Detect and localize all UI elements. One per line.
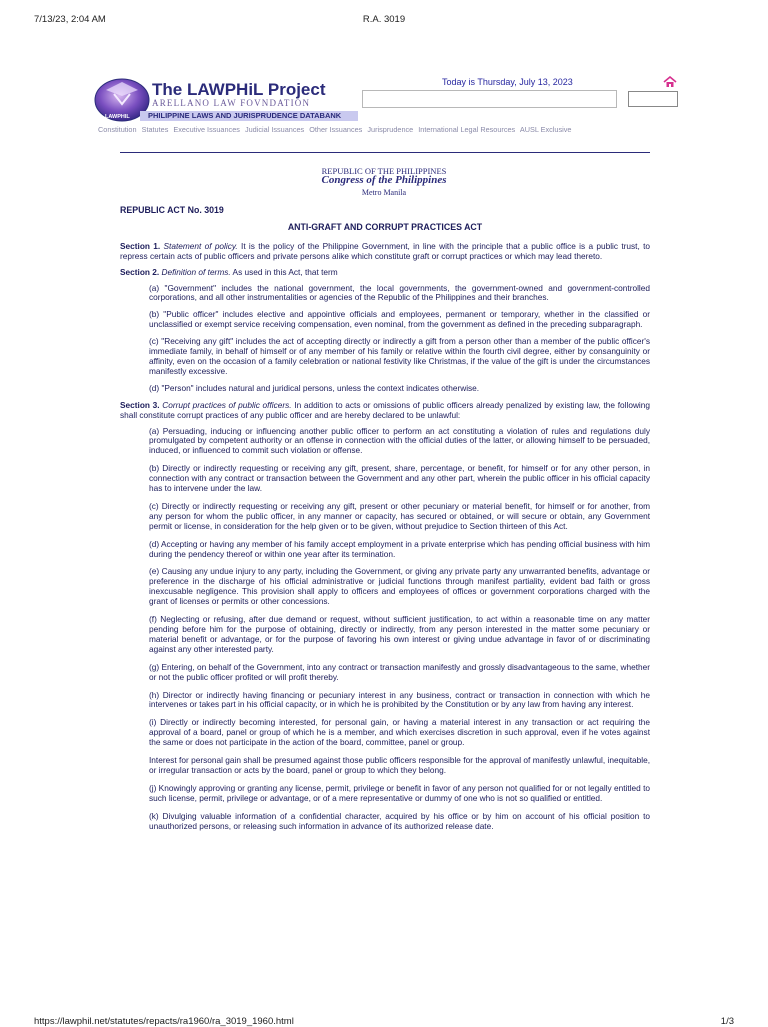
brand-the: The — [152, 80, 187, 99]
nav-other-issuances[interactable]: Other Issuances — [309, 125, 363, 134]
section-2-item: (a) "Government" includes the national government, the local governments, the government-owned and government-controlled corporations, and all other instrumentalities or agencies of the Republic of the Philippines and their branches. — [149, 282, 650, 303]
act-number: REPUBLIC ACT No. 3019 — [120, 205, 224, 215]
main-nav — [98, 125, 574, 134]
nav-constitution[interactable]: Constitution — [98, 125, 137, 134]
section-1-label: Section 1. — [120, 240, 161, 251]
print-title: R.A. 3019 — [362, 14, 406, 25]
section-3-label: Section 3. — [120, 399, 160, 410]
brand-lawphil: LAWPHiL — [186, 80, 264, 99]
section-3-item: (b) Directly or indirectly requesting or receiving any gift, present, share, percentage, or benefit, for himself or for any other person, in connection with any contract or transaction between the Government and any other part, wherein the public officer in his official capacity has to intervene under the law. — [149, 463, 650, 494]
brand-project: Project — [263, 80, 326, 99]
section-3 — [120, 401, 650, 421]
header-divider — [120, 152, 650, 153]
nav-executive-issuances[interactable]: Executive Issuances — [173, 125, 240, 134]
logo-text: LAWPHIL — [105, 114, 130, 120]
section-3-item: Interest for personal gain shall be presumed against those public officers responsible for the approval of manifestly unlawful, inequitable, or irregular transaction or acts by the board, panel or group to which they belong. — [149, 755, 650, 775]
section-2-item: (b) "Public officer" includes elective and appointive officials and employees, permanent or temporary, whether in the classified or unclassified or exempt service receiving compensation, even nominal, from the government as defined in the preceding subparagraph. — [149, 309, 650, 330]
section-2-heading: Definition of terms. — [161, 266, 231, 277]
congress-heading: Congress of the Philippines — [321, 174, 447, 186]
nav-ausl-exclusive[interactable]: AUSL Exclusive — [519, 125, 572, 134]
republic-heading: REPUBLIC OF THE PHILIPPINES — [321, 166, 447, 176]
section-1-heading: Statement of policy. — [163, 240, 238, 251]
section-3-item: (i) Directly or indirectly becoming interested, for personal gain, or having a material interest in any transaction or act requiring the approval of a board, panel or group of which he is a member, and which exercises discretion in such approval, even if he votes against the same or does not participate in the action of the board, committee, panel or group. — [149, 717, 650, 748]
section-3-text: In addition to acts or omissions of public officers already penalized by existing law, the following shall constitute corrupt practices of any public officer and are hereby declared to be unlawful: — [120, 399, 651, 420]
section-3-item: (a) Persuading, inducing or influencing another public officer to perform an act constituting a violation of rules and regulations duly promulgated by competent authority or an offense in connection with the official duties of the latter, or allowing himself to be persuaded, induced, or influenced to commit such violation or offense. — [149, 425, 650, 456]
section-3-item: (k) Divulging valuable information of a confidential character, acquired by his office or by him on account of his official position to unauthorized persons, or releasing such information in advance of its authorized release date. — [149, 810, 650, 831]
search-input[interactable] — [362, 90, 617, 108]
section-2-item: (c) "Receiving any gift" includes the act of accepting directly or indirectly a gift from a person other than a member of the public officer's immediate family, in behalf of himself or of any member of his family or relative within the fourth civil degree, either by consanguinity or affinity, even on the occasion of a family celebration or national festivity like Christmas, if the value of the gift is under the circumstances manifestly excessive. — [149, 336, 650, 376]
search-button[interactable] — [628, 91, 678, 107]
nav-judicial-issuances[interactable]: Judicial Issuances — [244, 125, 305, 134]
section-3-item: (f) Neglecting or refusing, after due demand or request, without sufficient justification, to act within a reasonable time on any matter pending before him for the purpose of obtaining, directly or indirectly, from any person interested in the matter some pecuniary or material benefit or advantage, or for the purpose of favoring his own interest or giving undue advantage in favor of or discriminating against any other interested party. — [149, 614, 650, 654]
databank-banner: PHILIPPINE LAWS AND JURISPRUDENCE DATABANK — [140, 111, 358, 121]
nav-international-legal-resources[interactable]: International Legal Resources — [418, 125, 516, 134]
home-icon[interactable] — [663, 76, 677, 88]
nav-jurisprudence[interactable]: Jurisprudence — [367, 125, 414, 134]
section-3-item: (e) Causing any undue injury to any party, including the Government, or giving any private party any unwarranted benefits, advantage or preference in the discharge of his official administrative or judicial functions through manifest partiality, evident bad faith or gross inexcusable negligence. This provision shall apply to officers and employees of offices or government corporations charged with the grant of licenses or permits or other concessions. — [149, 566, 650, 607]
print-url: https://lawphil.net/statutes/repacts/ra1960/ra_3019_1960.html — [34, 1016, 294, 1027]
section-3-item: (c) Directly or indirectly requesting or receiving any gift, present or other pecuniary or material benefit, for himself or for another, from any person for whom the public officer, in any manner or capacity, has secured or obtained, or will secure or obtain, any Government permit or license, in consideration for the help given or to be given, without prejudice to Section thirteen of this Act. — [149, 500, 650, 531]
nav-statutes[interactable]: Statutes — [141, 125, 169, 134]
site-brand[interactable] — [152, 80, 326, 100]
section-1-text: It is the policy of the Philippine Government, in line with the principle that a public office is a public trust, to repress certain acts of public officers and private persons alike which constitute graft or corrupt practices or which may lead thereto. — [120, 240, 650, 261]
section-1 — [120, 242, 650, 262]
act-title: ANTI-GRAFT AND CORRUPT PRACTICES ACT — [287, 221, 483, 232]
section-2-item: (d) "Person" includes natural and juridical persons, unless the context indicates otherwise. — [149, 382, 480, 393]
print-datetime: 7/13/23, 2:04 AM — [34, 14, 106, 25]
today-date: Today is Thursday, July 13, 2023 — [442, 77, 573, 87]
section-3-heading: Corrupt practices of public officers. — [162, 399, 292, 410]
section-2 — [120, 268, 650, 278]
section-2-label: Section 2. — [120, 266, 160, 277]
section-3-item: (d) Accepting or having any member of his family accept employment in a private enterprise which has pending official business with him during the pendency thereof or within one year after its termination. — [149, 538, 650, 559]
print-page-number: 1/3 — [720, 1016, 734, 1027]
section-3-item: (h) Director or indirectly having financing or pecuniary interest in any business, contract or transaction in connection with which he intervenes or takes part in his official capacity, or in which he is prohibited by the Constitution or by any law from having any interest. — [149, 689, 650, 710]
section-3-item: (j) Knowingly approving or granting any license, permit, privilege or benefit in favor of any person not qualified for or not legally entitled to such license, permit, privilege or advantage, or of a mere representative or dummy of one who is not so qualified or entitled. — [149, 782, 650, 803]
foundation-name: ARELLANO LAW FOVNDATION — [152, 98, 311, 108]
section-3-item: (g) Entering, on behalf of the Government, into any contract or transaction manifestly and grossly disadvantageous to the same, whether or not the public officer profited or will profit thereby. — [149, 661, 650, 682]
document-body — [120, 206, 650, 840]
section-2-text: As used in this Act, that term — [230, 266, 338, 277]
metro-manila: Metro Manila — [361, 188, 407, 197]
